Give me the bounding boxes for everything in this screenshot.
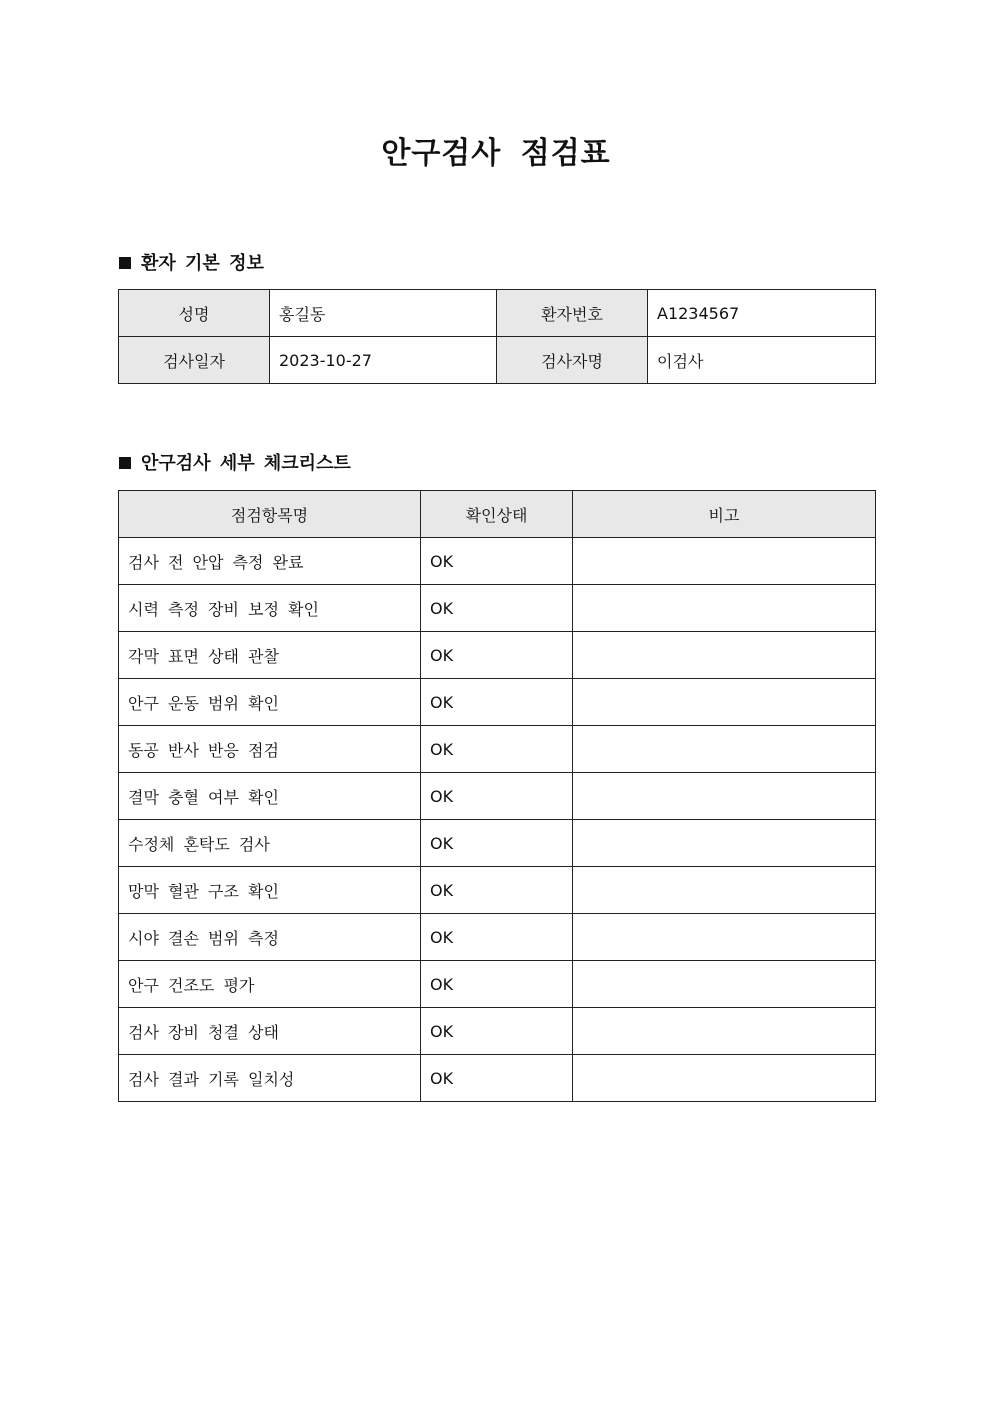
checklist-item-status: OK: [421, 961, 573, 1008]
square-bullet-icon: [119, 457, 131, 469]
checklist-item-name: 검사 결과 기록 일치성: [119, 1055, 421, 1102]
checklist-item-name: 동공 반사 반응 점검: [119, 726, 421, 773]
examiner-label: 검사자명: [497, 337, 648, 384]
name-label: 성명: [119, 290, 270, 337]
checklist-item-status: OK: [421, 585, 573, 632]
checklist-item-status: OK: [421, 773, 573, 820]
table-row: [119, 679, 876, 726]
checklist-item-note: [573, 1008, 876, 1055]
checklist-item-name: 각막 표면 상태 관찰: [119, 632, 421, 679]
document-title: 안구검사 점검표: [381, 136, 611, 171]
table-row: [119, 961, 876, 1008]
patient-info-table: [118, 289, 876, 384]
table-row: [119, 1055, 876, 1102]
checklist-table: [118, 490, 876, 1102]
table-row: [119, 585, 876, 632]
checklist-item-name: 결막 충혈 여부 확인: [119, 773, 421, 820]
checklist-item-note: [573, 773, 876, 820]
checklist-item-note: [573, 1055, 876, 1102]
checklist-item-name: 안구 건조도 평가: [119, 961, 421, 1008]
table-row: [119, 1008, 876, 1055]
checklist-item-note: [573, 679, 876, 726]
checklist-item-name: 안구 운동 범위 확인: [119, 679, 421, 726]
patient-info-row: [119, 337, 876, 384]
checklist-header-row: [119, 491, 876, 538]
checklist-heading-text: 안구검사 세부 체크리스트: [141, 453, 351, 474]
checklist-item-note: [573, 914, 876, 961]
checklist-item-status: OK: [421, 1008, 573, 1055]
exam-date-label: 검사일자: [119, 337, 270, 384]
patient-info-heading: [119, 252, 264, 276]
patient-info-heading-text: 환자 기본 정보: [141, 253, 264, 274]
checklist-item-note: [573, 632, 876, 679]
checklist-item-note: [573, 820, 876, 867]
table-row: [119, 820, 876, 867]
checklist-item-status: OK: [421, 726, 573, 773]
checklist-item-status: OK: [421, 914, 573, 961]
square-bullet-icon: [119, 257, 131, 269]
checklist-heading: [119, 452, 351, 476]
checklist-item-status: OK: [421, 632, 573, 679]
table-row: [119, 538, 876, 585]
exam-date-value: 2023-10-27: [270, 337, 497, 384]
checklist-item-status: OK: [421, 538, 573, 585]
checklist-item-note: [573, 585, 876, 632]
checklist-item-name: 수정체 혼탁도 검사: [119, 820, 421, 867]
checklist-item-note: [573, 726, 876, 773]
patient-id-value: A1234567: [648, 290, 876, 337]
patient-id-label: 환자번호: [497, 290, 648, 337]
table-row: [119, 867, 876, 914]
checklist-item-name: 시력 측정 장비 보정 확인: [119, 585, 421, 632]
table-row: [119, 632, 876, 679]
table-row: [119, 773, 876, 820]
checklist-item-note: [573, 867, 876, 914]
column-header-status: 확인상태: [421, 491, 573, 538]
patient-info-row: [119, 290, 876, 337]
examiner-value: 이검사: [648, 337, 876, 384]
checklist-item-status: OK: [421, 1055, 573, 1102]
checklist-item-name: 시야 결손 범위 측정: [119, 914, 421, 961]
column-header-note: 비고: [573, 491, 876, 538]
checklist-item-status: OK: [421, 867, 573, 914]
column-header-item: 점검항목명: [119, 491, 421, 538]
checklist-item-note: [573, 538, 876, 585]
checklist-item-status: OK: [421, 679, 573, 726]
checklist-item-name: 검사 전 안압 측정 완료: [119, 538, 421, 585]
checklist-item-name: 검사 장비 청결 상태: [119, 1008, 421, 1055]
table-row: [119, 726, 876, 773]
checklist-item-note: [573, 961, 876, 1008]
table-row: [119, 914, 876, 961]
name-value: 홍길동: [270, 290, 497, 337]
checklist-item-status: OK: [421, 820, 573, 867]
checklist-item-name: 망막 혈관 구조 확인: [119, 867, 421, 914]
